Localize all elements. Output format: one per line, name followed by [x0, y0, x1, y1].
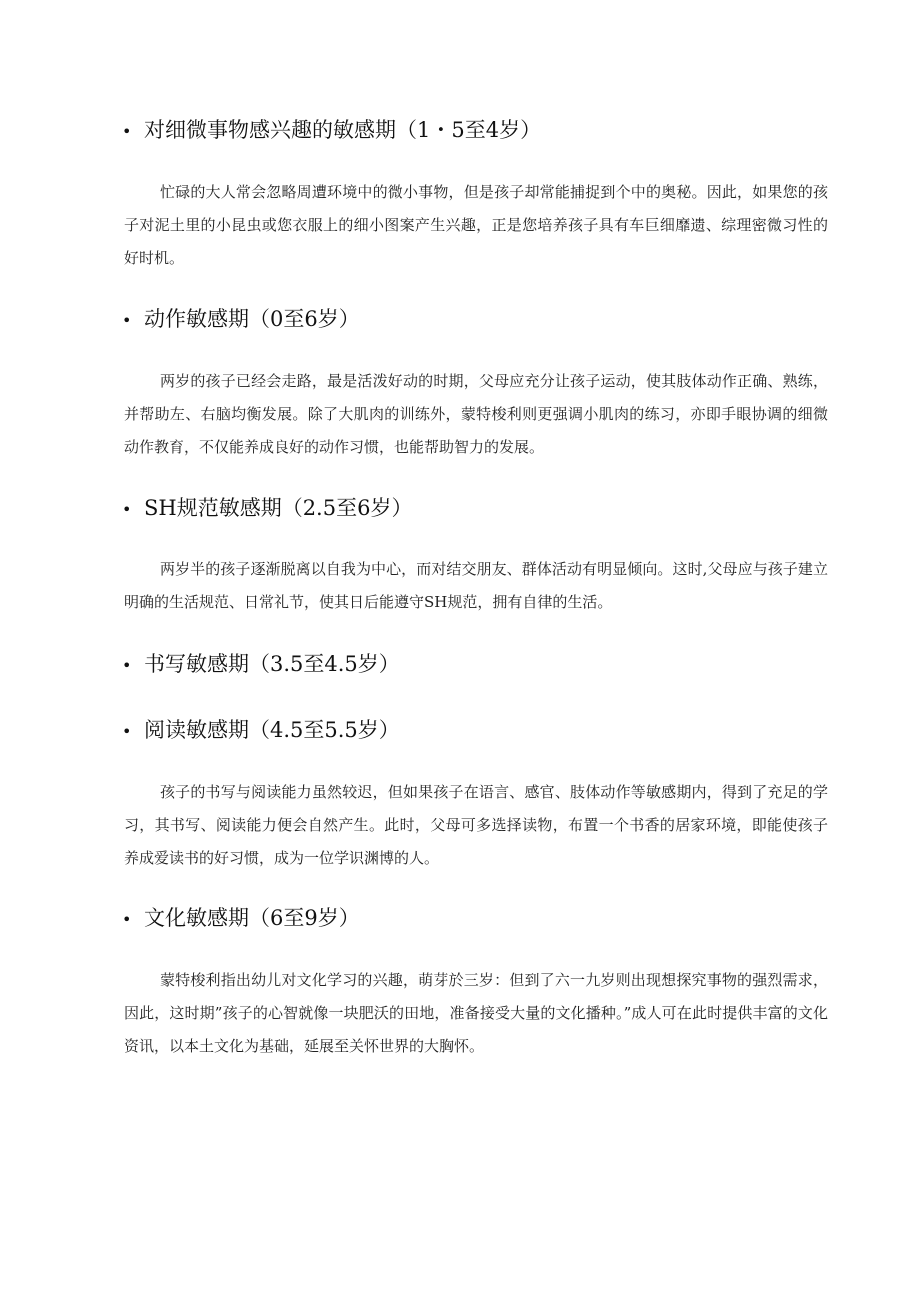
section-paragraph: 两岁半的孩子逐渐脱离以自我为中心，而对结交朋友、群体活动有明显倾向。这时,父母应与孩子建立明确的生活规范、日常礼节，使其日后能遵守SH规范，拥有自律的生活。 — [124, 560, 828, 611]
section-paragraph: 忙碌的大人常会忽略周遭环境中的微小事物，但是孩子却常能捕捉到个中的奥秘。因此，如果您的孩子对泥土里的小昆虫或您衣服上的细小图案产生兴趣，正是您培养孩子具有车巨细靡遗、综理密微习性的好时机。 — [124, 183, 828, 267]
section-paragraph: 孩子的书写与阅读能力虽然较迟，但如果孩子在语言、感官、肢体动作等敏感期内，得到了充足的学习，其书写、阅读能力便会自然产生。此时，父母可多选择读物，布置一个书香的居家环境，即能使孩子养成爱读书的好习惯，成为一位学识渊博的人。 — [124, 783, 828, 867]
heading-text: SH规范敏感期（2.5至6岁） — [144, 496, 413, 520]
heading-text: 动作敏感期（0至6岁） — [144, 307, 360, 331]
section-heading — [122, 305, 822, 335]
section-heading — [122, 650, 822, 680]
heading-text: 书写敏感期（3.5至4.5岁） — [144, 652, 400, 676]
heading-text: 阅读敏感期（4.5至5.5岁） — [144, 718, 400, 742]
bullet: • — [122, 122, 132, 141]
section-heading — [122, 116, 822, 146]
section-paragraph: 两岁的孩子已经会走路，最是活泼好动的时期，父母应充分让孩子运动，使其肢体动作正确、熟练，并帮助左、右脑均衡发展。除了大肌肉的训练外，蒙特梭利则更强调小肌肉的练习，亦即手眼协调的细微动作教育，不仅能养成良好的动作习惯，也能帮助智力的发展。 — [124, 372, 828, 456]
bullet: • — [122, 500, 132, 519]
section-heading — [122, 494, 822, 524]
section-heading — [122, 716, 822, 746]
bullet: • — [122, 722, 132, 741]
section-paragraph: 蒙特梭利指出幼儿对文化学习的兴趣，萌芽於三岁：但到了六一九岁则出现想探究事物的强烈需求，因此，这时期”孩子的心智就像一块肥沃的田地，准备接受大量的文化播种。”成人可在此时提供丰富的文化资讯，以本土文化为基础，延展至关怀世界的大胸怀。 — [124, 971, 828, 1055]
heading-text: 文化敏感期（6至9岁） — [144, 906, 360, 930]
bullet: • — [122, 910, 132, 929]
bullet: • — [122, 311, 132, 330]
heading-text: 对细微事物感兴趣的敏感期（1・5至4岁） — [144, 118, 542, 142]
section-heading — [122, 904, 822, 934]
bullet: • — [122, 656, 132, 675]
